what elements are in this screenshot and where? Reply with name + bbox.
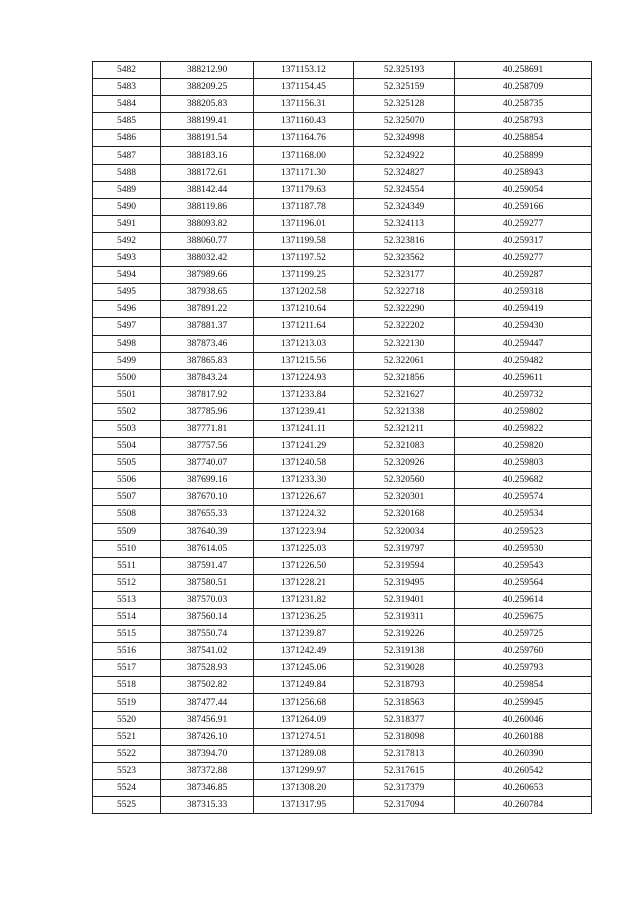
table-row [93,335,592,352]
x-coordinate-cell: 388183.16 [161,147,254,164]
y-coordinate-cell: 1371233.30 [254,472,354,489]
longitude-cell: 52.321627 [354,386,455,403]
coordinates-table [92,61,592,814]
point-number-cell: 5516 [93,643,161,660]
latitude-cell: 40.260653 [455,779,592,796]
x-coordinate-cell: 387426.10 [161,728,254,745]
longitude-cell: 52.320926 [354,455,455,472]
y-coordinate-cell: 1371168.00 [254,147,354,164]
longitude-cell: 52.317615 [354,762,455,779]
table-row [93,232,592,249]
y-coordinate-cell: 1371187.78 [254,198,354,215]
x-coordinate-cell: 388032.42 [161,250,254,267]
point-number-cell: 5523 [93,762,161,779]
point-number-cell: 5512 [93,574,161,591]
y-coordinate-cell: 1371156.31 [254,96,354,113]
point-number-cell: 5524 [93,779,161,796]
latitude-cell: 40.258735 [455,96,592,113]
x-coordinate-cell: 387591.47 [161,557,254,574]
y-coordinate-cell: 1371308.20 [254,779,354,796]
table-row [93,523,592,540]
y-coordinate-cell: 1371233.84 [254,386,354,403]
table-row [93,609,592,626]
x-coordinate-cell: 387541.02 [161,643,254,660]
table-row [93,250,592,267]
x-coordinate-cell: 387528.93 [161,660,254,677]
table-row [93,301,592,318]
latitude-cell: 40.259793 [455,660,592,677]
point-number-cell: 5509 [93,523,161,540]
table-row [93,455,592,472]
y-coordinate-cell: 1371240.58 [254,455,354,472]
point-number-cell: 5503 [93,420,161,437]
x-coordinate-cell: 387865.83 [161,352,254,369]
table-row [93,626,592,643]
table-row [93,660,592,677]
longitude-cell: 52.317379 [354,779,455,796]
longitude-cell: 52.323562 [354,250,455,267]
table-row [93,164,592,181]
y-coordinate-cell: 1371231.82 [254,591,354,608]
longitude-cell: 52.319495 [354,574,455,591]
x-coordinate-cell: 387570.03 [161,591,254,608]
longitude-cell: 52.323177 [354,267,455,284]
longitude-cell: 52.321083 [354,438,455,455]
y-coordinate-cell: 1371249.84 [254,677,354,694]
longitude-cell: 52.324922 [354,147,455,164]
point-number-cell: 5502 [93,403,161,420]
point-number-cell: 5493 [93,250,161,267]
longitude-cell: 52.319401 [354,591,455,608]
latitude-cell: 40.260390 [455,745,592,762]
table-row [93,694,592,711]
x-coordinate-cell: 387938.65 [161,284,254,301]
point-number-cell: 5499 [93,352,161,369]
y-coordinate-cell: 1371196.01 [254,215,354,232]
y-coordinate-cell: 1371289.08 [254,745,354,762]
latitude-cell: 40.259574 [455,489,592,506]
latitude-cell: 40.259530 [455,540,592,557]
y-coordinate-cell: 1371171.30 [254,164,354,181]
x-coordinate-cell: 387817.92 [161,386,254,403]
x-coordinate-cell: 388205.83 [161,96,254,113]
point-number-cell: 5508 [93,506,161,523]
point-number-cell: 5506 [93,472,161,489]
point-number-cell: 5487 [93,147,161,164]
point-number-cell: 5490 [93,198,161,215]
longitude-cell: 52.324349 [354,198,455,215]
x-coordinate-cell: 387873.46 [161,335,254,352]
table-row [93,113,592,130]
x-coordinate-cell: 387394.70 [161,745,254,762]
table-row [93,96,592,113]
point-number-cell: 5521 [93,728,161,745]
point-number-cell: 5514 [93,609,161,626]
latitude-cell: 40.259166 [455,198,592,215]
y-coordinate-cell: 1371213.03 [254,335,354,352]
longitude-cell: 52.319311 [354,609,455,626]
table-row [93,643,592,660]
y-coordinate-cell: 1371211.64 [254,318,354,335]
y-coordinate-cell: 1371160.43 [254,113,354,130]
latitude-cell: 40.259802 [455,403,592,420]
point-number-cell: 5501 [93,386,161,403]
point-number-cell: 5492 [93,232,161,249]
y-coordinate-cell: 1371242.49 [254,643,354,660]
table-row [93,557,592,574]
latitude-cell: 40.258943 [455,164,592,181]
longitude-cell: 52.317813 [354,745,455,762]
table-row [93,147,592,164]
y-coordinate-cell: 1371215.56 [254,352,354,369]
y-coordinate-cell: 1371225.03 [254,540,354,557]
y-coordinate-cell: 1371274.51 [254,728,354,745]
point-number-cell: 5488 [93,164,161,181]
y-coordinate-cell: 1371202.58 [254,284,354,301]
table-row [93,181,592,198]
longitude-cell: 52.320034 [354,523,455,540]
latitude-cell: 40.260046 [455,711,592,728]
longitude-cell: 52.325193 [354,62,455,79]
point-number-cell: 5505 [93,455,161,472]
x-coordinate-cell: 388119.86 [161,198,254,215]
table-row [93,403,592,420]
longitude-cell: 52.324554 [354,181,455,198]
y-coordinate-cell: 1371236.25 [254,609,354,626]
x-coordinate-cell: 387891.22 [161,301,254,318]
longitude-cell: 52.320168 [354,506,455,523]
y-coordinate-cell: 1371197.52 [254,250,354,267]
y-coordinate-cell: 1371223.94 [254,523,354,540]
y-coordinate-cell: 1371224.32 [254,506,354,523]
table-row [93,62,592,79]
table-row [93,318,592,335]
x-coordinate-cell: 387372.88 [161,762,254,779]
table-row [93,489,592,506]
longitude-cell: 52.323816 [354,232,455,249]
x-coordinate-cell: 387655.33 [161,506,254,523]
x-coordinate-cell: 387614.05 [161,540,254,557]
point-number-cell: 5482 [93,62,161,79]
table-row [93,745,592,762]
x-coordinate-cell: 387550.74 [161,626,254,643]
table-row [93,284,592,301]
x-coordinate-cell: 387785.96 [161,403,254,420]
table-row [93,386,592,403]
latitude-cell: 40.259523 [455,523,592,540]
point-number-cell: 5520 [93,711,161,728]
latitude-cell: 40.259430 [455,318,592,335]
latitude-cell: 40.259482 [455,352,592,369]
point-number-cell: 5522 [93,745,161,762]
table-row [93,779,592,796]
point-number-cell: 5494 [93,267,161,284]
table-row [93,711,592,728]
x-coordinate-cell: 388172.61 [161,164,254,181]
latitude-cell: 40.259318 [455,284,592,301]
point-number-cell: 5485 [93,113,161,130]
longitude-cell: 52.322290 [354,301,455,318]
y-coordinate-cell: 1371154.45 [254,79,354,96]
latitude-cell: 40.259287 [455,267,592,284]
table-row [93,198,592,215]
point-number-cell: 5486 [93,130,161,147]
longitude-cell: 52.319226 [354,626,455,643]
latitude-cell: 40.258793 [455,113,592,130]
x-coordinate-cell: 387757.56 [161,438,254,455]
longitude-cell: 52.325128 [354,96,455,113]
longitude-cell: 52.319028 [354,660,455,677]
longitude-cell: 52.320560 [354,472,455,489]
y-coordinate-cell: 1371153.12 [254,62,354,79]
x-coordinate-cell: 387740.07 [161,455,254,472]
y-coordinate-cell: 1371224.93 [254,369,354,386]
y-coordinate-cell: 1371317.95 [254,797,354,814]
table-row [93,130,592,147]
y-coordinate-cell: 1371210.64 [254,301,354,318]
y-coordinate-cell: 1371199.58 [254,232,354,249]
latitude-cell: 40.259760 [455,643,592,660]
point-number-cell: 5515 [93,626,161,643]
longitude-cell: 52.322130 [354,335,455,352]
latitude-cell: 40.259564 [455,574,592,591]
y-coordinate-cell: 1371239.41 [254,403,354,420]
table-row [93,506,592,523]
latitude-cell: 40.258709 [455,79,592,96]
latitude-cell: 40.259534 [455,506,592,523]
longitude-cell: 52.319797 [354,540,455,557]
coordinates-table-body [93,62,592,814]
point-number-cell: 5507 [93,489,161,506]
latitude-cell: 40.259419 [455,301,592,318]
x-coordinate-cell: 387502.82 [161,677,254,694]
table-row [93,420,592,437]
x-coordinate-cell: 387580.51 [161,574,254,591]
x-coordinate-cell: 388093.82 [161,215,254,232]
y-coordinate-cell: 1371256.68 [254,694,354,711]
longitude-cell: 52.318377 [354,711,455,728]
table-row [93,677,592,694]
x-coordinate-cell: 387843.24 [161,369,254,386]
point-number-cell: 5504 [93,438,161,455]
longitude-cell: 52.322061 [354,352,455,369]
x-coordinate-cell: 387456.91 [161,711,254,728]
y-coordinate-cell: 1371264.09 [254,711,354,728]
latitude-cell: 40.259854 [455,677,592,694]
latitude-cell: 40.259054 [455,181,592,198]
latitude-cell: 40.259822 [455,420,592,437]
point-number-cell: 5495 [93,284,161,301]
latitude-cell: 40.259543 [455,557,592,574]
latitude-cell: 40.259803 [455,455,592,472]
table-row [93,352,592,369]
latitude-cell: 40.258691 [455,62,592,79]
latitude-cell: 40.259945 [455,694,592,711]
y-coordinate-cell: 1371199.25 [254,267,354,284]
x-coordinate-cell: 388142.44 [161,181,254,198]
point-number-cell: 5518 [93,677,161,694]
x-coordinate-cell: 388199.41 [161,113,254,130]
y-coordinate-cell: 1371239.87 [254,626,354,643]
longitude-cell: 52.321856 [354,369,455,386]
x-coordinate-cell: 387477.44 [161,694,254,711]
table-row [93,797,592,814]
latitude-cell: 40.260784 [455,797,592,814]
x-coordinate-cell: 387640.39 [161,523,254,540]
point-number-cell: 5491 [93,215,161,232]
latitude-cell: 40.260542 [455,762,592,779]
x-coordinate-cell: 388209.25 [161,79,254,96]
table-row [93,369,592,386]
point-number-cell: 5496 [93,301,161,318]
longitude-cell: 52.318793 [354,677,455,694]
y-coordinate-cell: 1371245.06 [254,660,354,677]
x-coordinate-cell: 387881.37 [161,318,254,335]
point-number-cell: 5489 [93,181,161,198]
y-coordinate-cell: 1371299.97 [254,762,354,779]
x-coordinate-cell: 387699.16 [161,472,254,489]
latitude-cell: 40.258899 [455,147,592,164]
latitude-cell: 40.259614 [455,591,592,608]
point-number-cell: 5484 [93,96,161,113]
latitude-cell: 40.260188 [455,728,592,745]
y-coordinate-cell: 1371226.67 [254,489,354,506]
longitude-cell: 52.324998 [354,130,455,147]
point-number-cell: 5500 [93,369,161,386]
latitude-cell: 40.259611 [455,369,592,386]
table-row [93,79,592,96]
latitude-cell: 40.258854 [455,130,592,147]
longitude-cell: 52.318098 [354,728,455,745]
latitude-cell: 40.259675 [455,609,592,626]
y-coordinate-cell: 1371179.63 [254,181,354,198]
longitude-cell: 52.322718 [354,284,455,301]
point-number-cell: 5497 [93,318,161,335]
point-number-cell: 5510 [93,540,161,557]
table-row [93,728,592,745]
longitude-cell: 52.324113 [354,215,455,232]
table-row [93,215,592,232]
x-coordinate-cell: 387771.81 [161,420,254,437]
y-coordinate-cell: 1371241.29 [254,438,354,455]
x-coordinate-cell: 387315.33 [161,797,254,814]
y-coordinate-cell: 1371241.11 [254,420,354,437]
longitude-cell: 52.322202 [354,318,455,335]
y-coordinate-cell: 1371226.50 [254,557,354,574]
latitude-cell: 40.259447 [455,335,592,352]
table-row [93,438,592,455]
x-coordinate-cell: 388060.77 [161,232,254,249]
x-coordinate-cell: 387670.10 [161,489,254,506]
x-coordinate-cell: 388191.54 [161,130,254,147]
longitude-cell: 52.325070 [354,113,455,130]
longitude-cell: 52.321211 [354,420,455,437]
point-number-cell: 5483 [93,79,161,96]
point-number-cell: 5525 [93,797,161,814]
x-coordinate-cell: 388212.90 [161,62,254,79]
point-number-cell: 5519 [93,694,161,711]
longitude-cell: 52.318563 [354,694,455,711]
latitude-cell: 40.259820 [455,438,592,455]
table-row [93,591,592,608]
latitude-cell: 40.259732 [455,386,592,403]
longitude-cell: 52.321338 [354,403,455,420]
latitude-cell: 40.259277 [455,250,592,267]
longitude-cell: 52.324827 [354,164,455,181]
longitude-cell: 52.317094 [354,797,455,814]
table-row [93,762,592,779]
point-number-cell: 5517 [93,660,161,677]
longitude-cell: 52.319594 [354,557,455,574]
y-coordinate-cell: 1371164.76 [254,130,354,147]
point-number-cell: 5511 [93,557,161,574]
y-coordinate-cell: 1371228.21 [254,574,354,591]
x-coordinate-cell: 387346.85 [161,779,254,796]
x-coordinate-cell: 387989.66 [161,267,254,284]
table-row [93,574,592,591]
latitude-cell: 40.259682 [455,472,592,489]
latitude-cell: 40.259317 [455,232,592,249]
latitude-cell: 40.259725 [455,626,592,643]
table-row [93,540,592,557]
table-row [93,472,592,489]
longitude-cell: 52.320301 [354,489,455,506]
point-number-cell: 5498 [93,335,161,352]
table-row [93,267,592,284]
point-number-cell: 5513 [93,591,161,608]
longitude-cell: 52.325159 [354,79,455,96]
x-coordinate-cell: 387560.14 [161,609,254,626]
latitude-cell: 40.259277 [455,215,592,232]
longitude-cell: 52.319138 [354,643,455,660]
